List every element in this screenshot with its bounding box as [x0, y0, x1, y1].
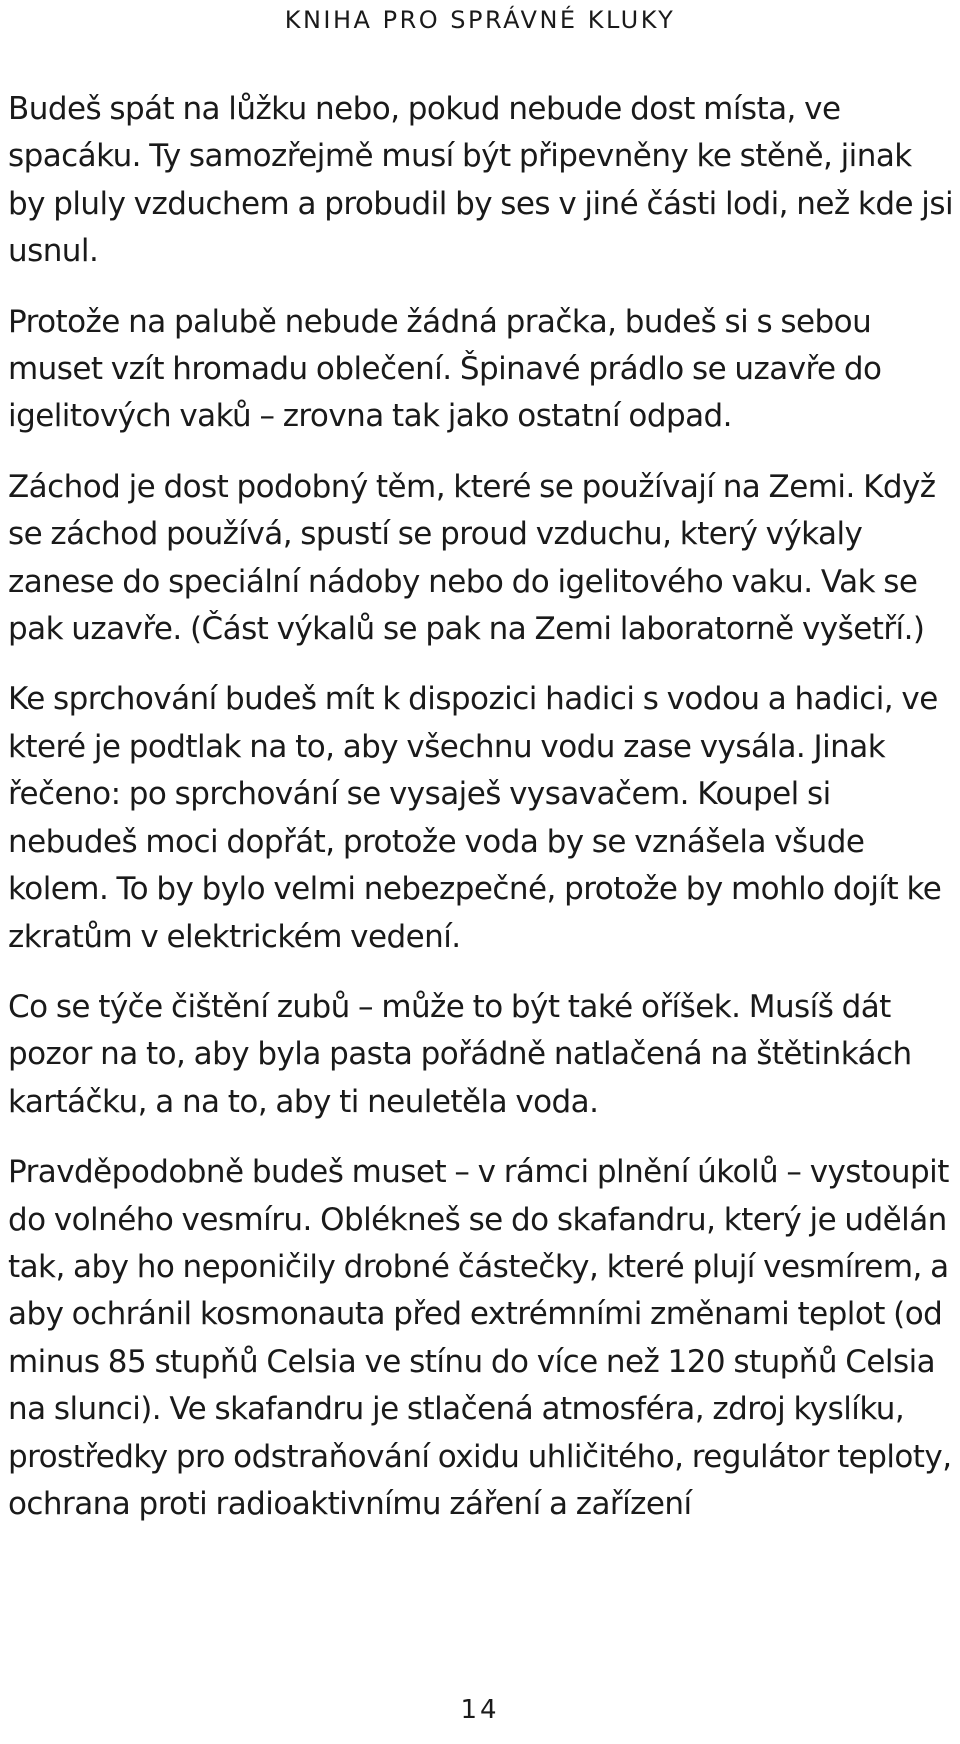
body-text	[8, 86, 954, 1528]
paragraph-laundry: Protože na palubě nebude žádná pračka, budeš si s sebou muset vzít hromadu oblečení. Špinavé prádlo se uzavře do igelitových vaků – zrovna tak jako ostatní odpad.	[8, 303, 882, 435]
paragraph-teeth: Co se týče čištění zubů – může to být také oříšek. Musíš dát pozor na to, aby byla pasta pořádně natlačená na štětinkách kartáčku, a na to, aby ti neuletěla voda.	[8, 988, 912, 1120]
paragraph-shower: Ke sprchování budeš mít k dispozici hadici s vodou a hadici, ve které je podtlak na to, aby všechnu vodu zase vysála. Jinak řečeno: po sprchování se vysaješ vysavačem. Koupel si nebudeš moci dopřát, protože voda by se vznášela všude kolem. To by bylo velmi nebezpečné, protože by mohlo dojít ke zkratům v elektrickém vedení.	[8, 681, 942, 955]
page-number: 14	[460, 1695, 500, 1725]
running-header: KNIHA PRO SPRÁVNÉ KLUKY	[284, 6, 676, 34]
paragraph-sleeping: Budeš spát na lůžku nebo, pokud nebude dost místa, ve spacáku. Ty samozřejmě musí být připevněny ke stěně, jinak by pluly vzduchem a probudil by ses v jiné části lodi, než kde jsi usnul.	[8, 91, 954, 270]
paragraph-spacesuit: Pravděpodobně budeš muset – v rámci plnění úkolů – vystoupit do volného vesmíru. Oblékneš se do skafandru, který je udělán tak, aby ho neponičily drobné částečky, které plují vesmírem, a aby ochránil kosmonauta před extrémními změnami teplot (od minus 85 stupňů Celsia ve stínu do více než 120 stupňů Celsia na slunci). Ve skafandru je stlačená atmosféra, zdroj kyslíku, prostředky pro odstraňování oxidu uhličitého, regulátor teploty, ochrana proti radioaktivnímu záření a zařízení	[8, 1154, 952, 1522]
paragraph-toilet: Záchod je dost podobný těm, které se používají na Zemi. Když se záchod používá, spustí se proud vzduchu, který výkaly zanese do speciální nádoby nebo do igelitového vaku. Vak se pak uzavře. (Část výkalů se pak na Zemi laboratorně vyšetří.)	[8, 468, 936, 648]
